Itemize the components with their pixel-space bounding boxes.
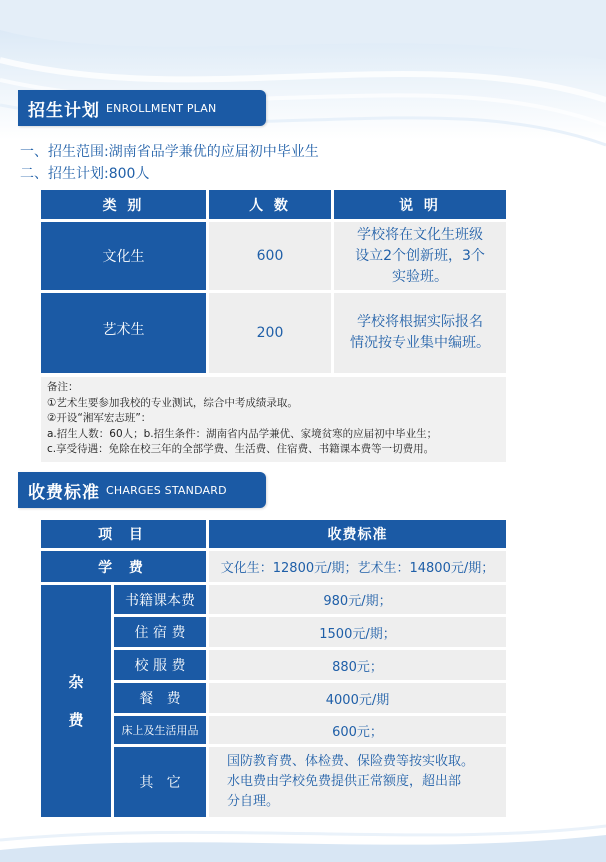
category-cell: 艺术生: [41, 293, 206, 373]
tuition-value: 文化生：12800元/期；艺术生：14800元/期；: [209, 551, 506, 582]
description-line: 情况按专业集中编班。: [350, 335, 490, 351]
note-line: ②开设“湘军宏志班”：: [47, 412, 152, 425]
tuition-label: 学 费: [41, 551, 206, 582]
description-line: 实验班。: [392, 268, 448, 285]
note-line: a.招生人数：60人；b.招生条件：湖南省内品学兼优、家境贫寒的应届初中毕业生；: [47, 427, 438, 440]
misc-item-name: 住 宿 费: [114, 617, 206, 647]
category-cell: 文化生: [41, 222, 206, 290]
note-line: c.享受待遇：免除在校三年的全部学费、生活费、住宿费、书籍课本费等一切费用。: [47, 443, 435, 456]
header-standard: 收费标准: [209, 520, 506, 548]
description-line: 学校将根据实际报名: [357, 314, 483, 330]
note-line: 备注：: [47, 381, 79, 393]
header-description: 说 明: [334, 190, 506, 219]
header-category: 类 别: [41, 190, 206, 219]
misc-item-value: 880元；: [209, 650, 506, 680]
misc-item-value: 1500元/期；: [209, 617, 506, 647]
description-cell: [334, 293, 506, 373]
misc-item-name: 床上及生活用品: [114, 716, 206, 744]
header-count: 人 数: [209, 190, 331, 219]
misc-item-name: 书籍课本费: [114, 585, 206, 614]
misc-item-value: [209, 747, 506, 817]
misc-item-name: 餐 费: [114, 683, 206, 713]
enrollment-scope: 一、招生范围:湖南省品学兼优的应届初中毕业生: [20, 144, 319, 160]
misc-other-line: 分自理。: [227, 794, 280, 809]
misc-item-value: 4000元/期: [209, 683, 506, 713]
misc-other-line: 水电费由学校免费提供正常额度，超出部: [227, 774, 462, 789]
misc-item-value: 600元；: [209, 716, 506, 744]
description-cell: [334, 222, 506, 290]
charges-title-zh: 收费标准: [28, 482, 100, 503]
misc-label-char: 费: [68, 711, 84, 729]
description-line: 设立2个创新班，3个: [355, 247, 485, 264]
misc-label-char: 杂: [68, 673, 84, 691]
misc-item-value: 980元/期；: [209, 585, 506, 614]
charges-title-en: CHARGES STANDARD: [106, 483, 227, 497]
misc-item-name: 其 它: [114, 747, 206, 817]
misc-fees-label: [41, 585, 111, 817]
enrollment-notes: [41, 377, 506, 462]
count-cell: 600: [209, 222, 331, 290]
note-line: ①艺术生要参加我校的专业测试，综合中考成绩录取。: [47, 396, 298, 409]
description-line: 学校将在文化生班级: [357, 226, 483, 243]
charges-section-header: [18, 472, 266, 508]
misc-item-name: 校 服 费: [114, 650, 206, 680]
enrollment-plan: 二、招生计划:800人: [20, 166, 150, 182]
misc-other-line: 国防教育费、体检费、保险费等按实收取。: [227, 754, 475, 769]
count-cell: 200: [209, 293, 331, 373]
header-item: 项 目: [41, 520, 206, 548]
enrollment-title-zh: 招生计划: [28, 100, 100, 121]
enrollment-section-header: [18, 90, 266, 126]
enrollment-title-en: ENROLLMENT PLAN: [106, 101, 217, 115]
